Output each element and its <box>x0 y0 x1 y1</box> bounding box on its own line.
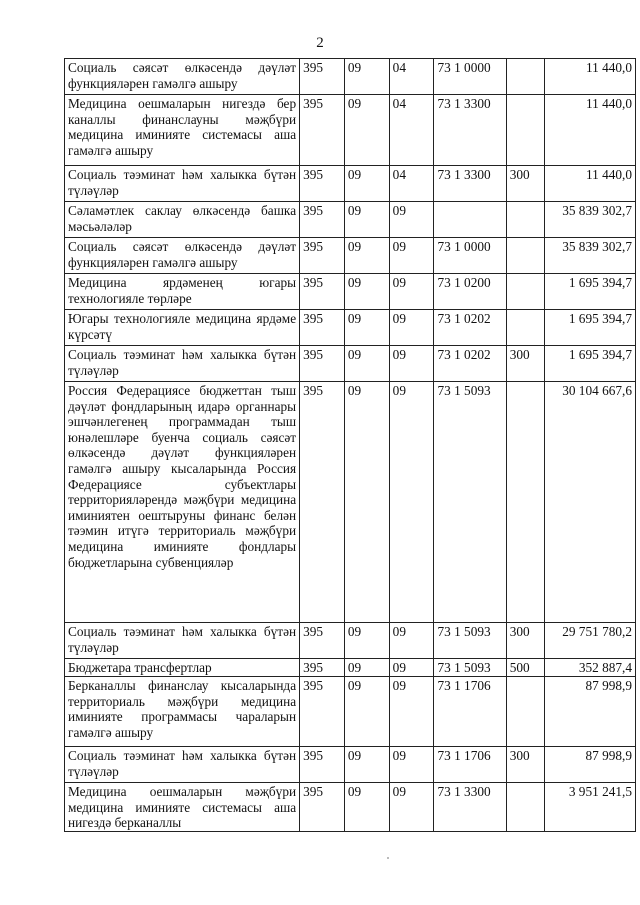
row-amount: 35 839 302,7 <box>545 202 636 238</box>
row-expense-type-code: 300 <box>506 166 545 202</box>
row-name: Медицина ярдәменең югары технологияле төрләре <box>65 274 300 310</box>
row-name: Сәламәтлек саклау өлкәсендә башка мәсьәләләр <box>65 202 300 238</box>
row-section-code: 09 <box>344 310 389 346</box>
row-expense-type-code <box>506 202 545 238</box>
row-expense-type-code <box>506 274 545 310</box>
row-name: Социаль тәэминат һәм халыкка бүтән түләүләр <box>65 623 300 659</box>
row-amount: 3 951 241,5 <box>545 783 636 832</box>
row-expense-type-code <box>506 59 545 95</box>
row-amount: 35 839 302,7 <box>545 238 636 274</box>
row-section-code: 09 <box>344 623 389 659</box>
row-section-code: 09 <box>344 346 389 382</box>
table-row <box>65 747 636 783</box>
row-subsection-code: 09 <box>389 346 434 382</box>
row-ministry-code: 395 <box>300 346 345 382</box>
row-ministry-code: 395 <box>300 310 345 346</box>
table-row <box>65 202 636 238</box>
row-amount: 11 440,0 <box>545 95 636 166</box>
row-target-item-code: 73 1 1706 <box>434 677 506 747</box>
row-section-code: 09 <box>344 166 389 202</box>
row-target-item-code: 73 1 3300 <box>434 783 506 832</box>
row-amount: 87 998,9 <box>545 677 636 747</box>
row-amount: 11 440,0 <box>545 166 636 202</box>
row-expense-type-code: 300 <box>506 747 545 783</box>
row-amount: 1 695 394,7 <box>545 310 636 346</box>
row-ministry-code: 395 <box>300 202 345 238</box>
row-subsection-code: 09 <box>389 238 434 274</box>
table-row <box>65 346 636 382</box>
row-subsection-code: 09 <box>389 623 434 659</box>
row-section-code: 09 <box>344 747 389 783</box>
row-name: Медицина оешмаларын мәҗбүри медицина иминияте системасы аша нигездә берканаллы <box>65 783 300 832</box>
row-target-item-code: 73 1 3300 <box>434 95 506 166</box>
row-name: Берканаллы финанслау кысаларында территориаль мәҗбүри медицина иминияте программасы чараларын гамәлгә ашыру <box>65 677 300 747</box>
row-target-item-code: 73 1 5093 <box>434 382 506 623</box>
row-section-code: 09 <box>344 382 389 623</box>
row-subsection-code: 09 <box>389 783 434 832</box>
row-expense-type-code <box>506 310 545 346</box>
table-row <box>65 238 636 274</box>
row-expense-type-code: 300 <box>506 623 545 659</box>
row-name: Социаль сәясәт өлкәсендә дәүләт функцияләрен гамәлгә ашыру <box>65 59 300 95</box>
row-target-item-code: 73 1 0000 <box>434 59 506 95</box>
row-amount: 29 751 780,2 <box>545 623 636 659</box>
table-row <box>65 95 636 166</box>
row-target-item-code <box>434 202 506 238</box>
row-ministry-code: 395 <box>300 747 345 783</box>
row-amount: 1 695 394,7 <box>545 346 636 382</box>
row-ministry-code: 395 <box>300 623 345 659</box>
row-expense-type-code <box>506 95 545 166</box>
row-name: Социаль тәэминат һәм халыкка бүтән түләүләр <box>65 747 300 783</box>
table-row <box>65 310 636 346</box>
row-section-code: 09 <box>344 274 389 310</box>
row-section-code: 09 <box>344 238 389 274</box>
row-ministry-code: 395 <box>300 783 345 832</box>
row-ministry-code: 395 <box>300 95 345 166</box>
row-amount: 87 998,9 <box>545 747 636 783</box>
row-target-item-code: 73 1 0200 <box>434 274 506 310</box>
table-row <box>65 623 636 659</box>
row-name: Россия Федерациясе бюджеттан тыш дәүләт фондларының идарә органнары эшчәнлегенең программадан тыш юнәлешләре буенча социаль сәясәт өлкәсендә дәүләт функцияләрен гамәлгә ашыру кысаларында Россия Федерациясе субъектлары территорияләрендә мәҗбүри медицина иминиятен оештыруны финанс белән тәэмин итүгә территориаль мәҗбүри медицина иминияте фондлары бюджетларына субвенцияләр <box>65 382 300 623</box>
row-ministry-code: 395 <box>300 238 345 274</box>
row-subsection-code: 04 <box>389 166 434 202</box>
row-target-item-code: 73 1 1706 <box>434 747 506 783</box>
row-subsection-code: 09 <box>389 382 434 623</box>
row-subsection-code: 09 <box>389 747 434 783</box>
table-row <box>65 677 636 747</box>
row-subsection-code: 09 <box>389 659 434 677</box>
row-target-item-code: 73 1 0202 <box>434 346 506 382</box>
row-ministry-code: 395 <box>300 659 345 677</box>
row-section-code: 09 <box>344 783 389 832</box>
row-ministry-code: 395 <box>300 677 345 747</box>
row-subsection-code: 04 <box>389 95 434 166</box>
row-subsection-code: 09 <box>389 310 434 346</box>
row-expense-type-code <box>506 238 545 274</box>
row-expense-type-code <box>506 382 545 623</box>
table-row <box>65 783 636 832</box>
row-target-item-code: 73 1 5093 <box>434 623 506 659</box>
row-target-item-code: 73 1 0202 <box>434 310 506 346</box>
row-target-item-code: 73 1 0000 <box>434 238 506 274</box>
row-expense-type-code <box>506 677 545 747</box>
budget-table-body <box>65 59 636 832</box>
row-name: Медицина оешмаларын нигездә бер каналлы финанслауны мәҗбүри медицина иминияте системасы аша гамәлгә ашыру <box>65 95 300 166</box>
row-target-item-code: 73 1 5093 <box>434 659 506 677</box>
row-name: Социаль тәэминат һәм халыкка бүтән түләүләр <box>65 346 300 382</box>
table-row <box>65 659 636 677</box>
row-section-code: 09 <box>344 677 389 747</box>
row-name: Социаль тәэминат һәм халыкка бүтән түләүләр <box>65 166 300 202</box>
row-subsection-code: 09 <box>389 274 434 310</box>
row-target-item-code: 73 1 3300 <box>434 166 506 202</box>
row-amount: 352 887,4 <box>545 659 636 677</box>
budget-table <box>64 58 636 832</box>
row-name: Бюджетара трансфертлар <box>65 659 300 677</box>
table-row <box>65 166 636 202</box>
row-section-code: 09 <box>344 202 389 238</box>
row-name: Социаль сәясәт өлкәсендә дәүләт функцияләрен гамәлгә ашыру <box>65 238 300 274</box>
row-expense-type-code: 300 <box>506 346 545 382</box>
row-subsection-code: 09 <box>389 677 434 747</box>
row-section-code: 09 <box>344 659 389 677</box>
table-row <box>65 382 636 623</box>
row-amount: 1 695 394,7 <box>545 274 636 310</box>
row-name: Югары технологияле медицина ярдәме күрсәтү <box>65 310 300 346</box>
row-section-code: 09 <box>344 59 389 95</box>
row-subsection-code: 09 <box>389 202 434 238</box>
row-ministry-code: 395 <box>300 59 345 95</box>
page-number: 2 <box>316 35 324 51</box>
row-expense-type-code <box>506 783 545 832</box>
row-ministry-code: 395 <box>300 274 345 310</box>
row-amount: 30 104 667,6 <box>545 382 636 623</box>
table-row <box>65 274 636 310</box>
row-amount: 11 440,0 <box>545 59 636 95</box>
scan-speck <box>387 857 389 859</box>
row-ministry-code: 395 <box>300 382 345 623</box>
row-expense-type-code: 500 <box>506 659 545 677</box>
row-subsection-code: 04 <box>389 59 434 95</box>
table-row <box>65 59 636 95</box>
row-ministry-code: 395 <box>300 166 345 202</box>
row-section-code: 09 <box>344 95 389 166</box>
